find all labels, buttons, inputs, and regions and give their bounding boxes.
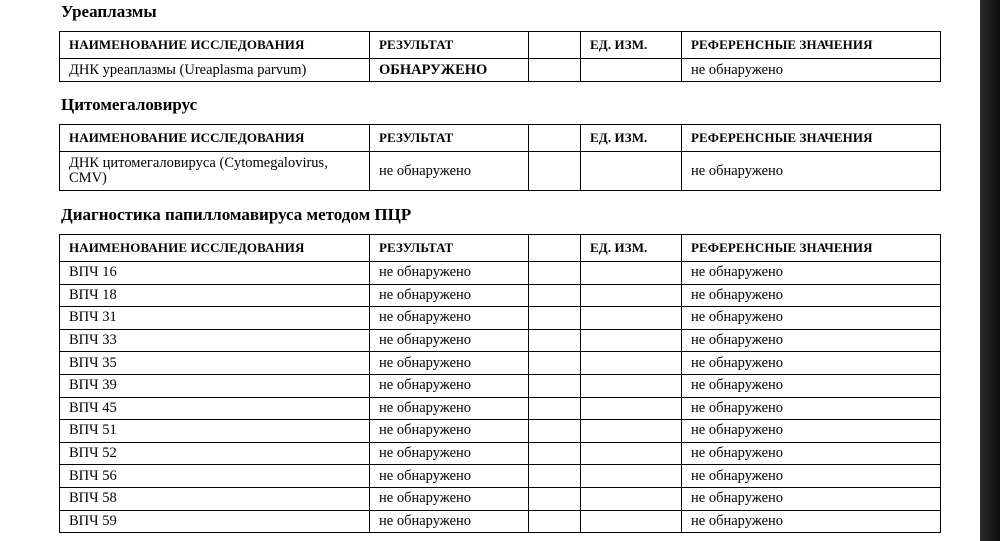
cell-unit <box>581 307 682 330</box>
cell-result: не обнаружено <box>370 510 529 533</box>
cell-flag <box>529 307 581 330</box>
cell-reference: не обнаружено <box>682 152 941 191</box>
cell-reference: не обнаружено <box>682 284 941 307</box>
cell-reference: не обнаружено <box>682 487 941 510</box>
cell-result: не обнаружено <box>370 152 529 191</box>
cell-test-name: ДНК уреаплазмы (Ureaplasma parvum) <box>60 59 370 82</box>
cell-unit <box>581 397 682 420</box>
cell-reference: не обнаружено <box>682 465 941 488</box>
cell-result: не обнаружено <box>370 420 529 443</box>
table-row <box>60 329 941 352</box>
cell-unit <box>581 465 682 488</box>
table-row <box>60 374 941 397</box>
cell-unit <box>581 487 682 510</box>
cell-reference: не обнаружено <box>682 59 941 82</box>
cell-test-name: ВПЧ 52 <box>60 442 370 465</box>
table-row <box>60 352 941 375</box>
cell-flag <box>529 420 581 443</box>
cell-result: не обнаружено <box>370 465 529 488</box>
cell-flag <box>529 374 581 397</box>
cell-result: не обнаружено <box>370 284 529 307</box>
cell-flag <box>529 442 581 465</box>
column-header-unit: ЕД. ИЗМ. <box>581 235 682 262</box>
cell-unit <box>581 510 682 533</box>
column-header-flag <box>529 235 581 262</box>
cell-result: не обнаружено <box>370 329 529 352</box>
cell-result: ОБНАРУЖЕНО <box>370 59 529 82</box>
table-row <box>60 420 941 443</box>
cell-unit <box>581 59 682 82</box>
cell-unit <box>581 284 682 307</box>
table-header-row <box>60 125 941 152</box>
cell-unit <box>581 420 682 443</box>
table-row <box>60 397 941 420</box>
column-header-reference: РЕФЕРЕНСНЫЕ ЗНАЧЕНИЯ <box>682 235 941 262</box>
results-table-cytomegalovirus <box>59 124 941 191</box>
column-header-unit: ЕД. ИЗМ. <box>581 125 682 152</box>
column-header-unit: ЕД. ИЗМ. <box>581 32 682 59</box>
column-header-result: РЕЗУЛЬТАТ <box>370 235 529 262</box>
cell-reference: не обнаружено <box>682 510 941 533</box>
cell-flag <box>529 152 581 191</box>
cell-test-name: ВПЧ 58 <box>60 487 370 510</box>
cell-unit <box>581 374 682 397</box>
cell-reference: не обнаружено <box>682 397 941 420</box>
cell-flag <box>529 352 581 375</box>
cell-unit <box>581 262 682 285</box>
column-header-name: НАИМЕНОВАНИЕ ИССЛЕДОВАНИЯ <box>60 125 370 152</box>
table-row <box>60 487 941 510</box>
cell-reference: не обнаружено <box>682 262 941 285</box>
table-row <box>60 284 941 307</box>
table-row <box>60 152 941 191</box>
column-header-result: РЕЗУЛЬТАТ <box>370 125 529 152</box>
section-title-cytomegalovirus: Цитомегаловирус <box>61 95 198 114</box>
section-title-hpv-pcr: Диагностика папилломавируса методом ПЦР <box>61 205 412 224</box>
cell-reference: не обнаружено <box>682 420 941 443</box>
column-header-flag <box>529 125 581 152</box>
cell-test-name: ВПЧ 16 <box>60 262 370 285</box>
table-header-row <box>60 32 941 59</box>
cell-test-name: ВПЧ 45 <box>60 397 370 420</box>
cell-reference: не обнаружено <box>682 352 941 375</box>
cell-test-name: ВПЧ 35 <box>60 352 370 375</box>
cell-test-name: ВПЧ 39 <box>60 374 370 397</box>
cell-test-name: ДНК цитомегаловируса (Cytomegalovirus, CMV) <box>60 152 370 191</box>
table-row <box>60 262 941 285</box>
column-header-reference: РЕФЕРЕНСНЫЕ ЗНАЧЕНИЯ <box>682 32 941 59</box>
cell-flag <box>529 284 581 307</box>
section-title-ureaplasma: Уреаплазмы <box>61 2 157 21</box>
table-header-row <box>60 235 941 262</box>
cell-test-name: ВПЧ 56 <box>60 465 370 488</box>
cell-result: не обнаружено <box>370 397 529 420</box>
table-row <box>60 465 941 488</box>
cell-flag <box>529 487 581 510</box>
cell-test-name: ВПЧ 51 <box>60 420 370 443</box>
cell-test-name: ВПЧ 59 <box>60 510 370 533</box>
cell-unit <box>581 329 682 352</box>
cell-test-name: ВПЧ 18 <box>60 284 370 307</box>
cell-unit <box>581 442 682 465</box>
cell-result: не обнаружено <box>370 487 529 510</box>
cell-result: не обнаружено <box>370 352 529 375</box>
cell-reference: не обнаружено <box>682 329 941 352</box>
column-header-name: НАИМЕНОВАНИЕ ИССЛЕДОВАНИЯ <box>60 32 370 59</box>
table-row <box>60 307 941 330</box>
cell-flag <box>529 510 581 533</box>
cell-reference: не обнаружено <box>682 307 941 330</box>
table-row <box>60 59 941 82</box>
cell-result: не обнаружено <box>370 307 529 330</box>
cell-result: не обнаружено <box>370 374 529 397</box>
cell-flag <box>529 59 581 82</box>
cell-test-name: ВПЧ 33 <box>60 329 370 352</box>
cell-unit <box>581 352 682 375</box>
screen-edge <box>980 0 1000 541</box>
cell-result: не обнаружено <box>370 442 529 465</box>
cell-unit <box>581 152 682 191</box>
cell-reference: не обнаружено <box>682 442 941 465</box>
cell-flag <box>529 329 581 352</box>
column-header-flag <box>529 32 581 59</box>
results-table-hpv <box>59 234 941 533</box>
cell-flag <box>529 262 581 285</box>
table-row <box>60 442 941 465</box>
column-header-reference: РЕФЕРЕНСНЫЕ ЗНАЧЕНИЯ <box>682 125 941 152</box>
cell-test-name: ВПЧ 31 <box>60 307 370 330</box>
cell-flag <box>529 465 581 488</box>
results-table-ureaplasma <box>59 31 941 82</box>
cell-reference: не обнаружено <box>682 374 941 397</box>
column-header-name: НАИМЕНОВАНИЕ ИССЛЕДОВАНИЯ <box>60 235 370 262</box>
table-row <box>60 510 941 533</box>
cell-result: не обнаружено <box>370 262 529 285</box>
column-header-result: РЕЗУЛЬТАТ <box>370 32 529 59</box>
cell-flag <box>529 397 581 420</box>
